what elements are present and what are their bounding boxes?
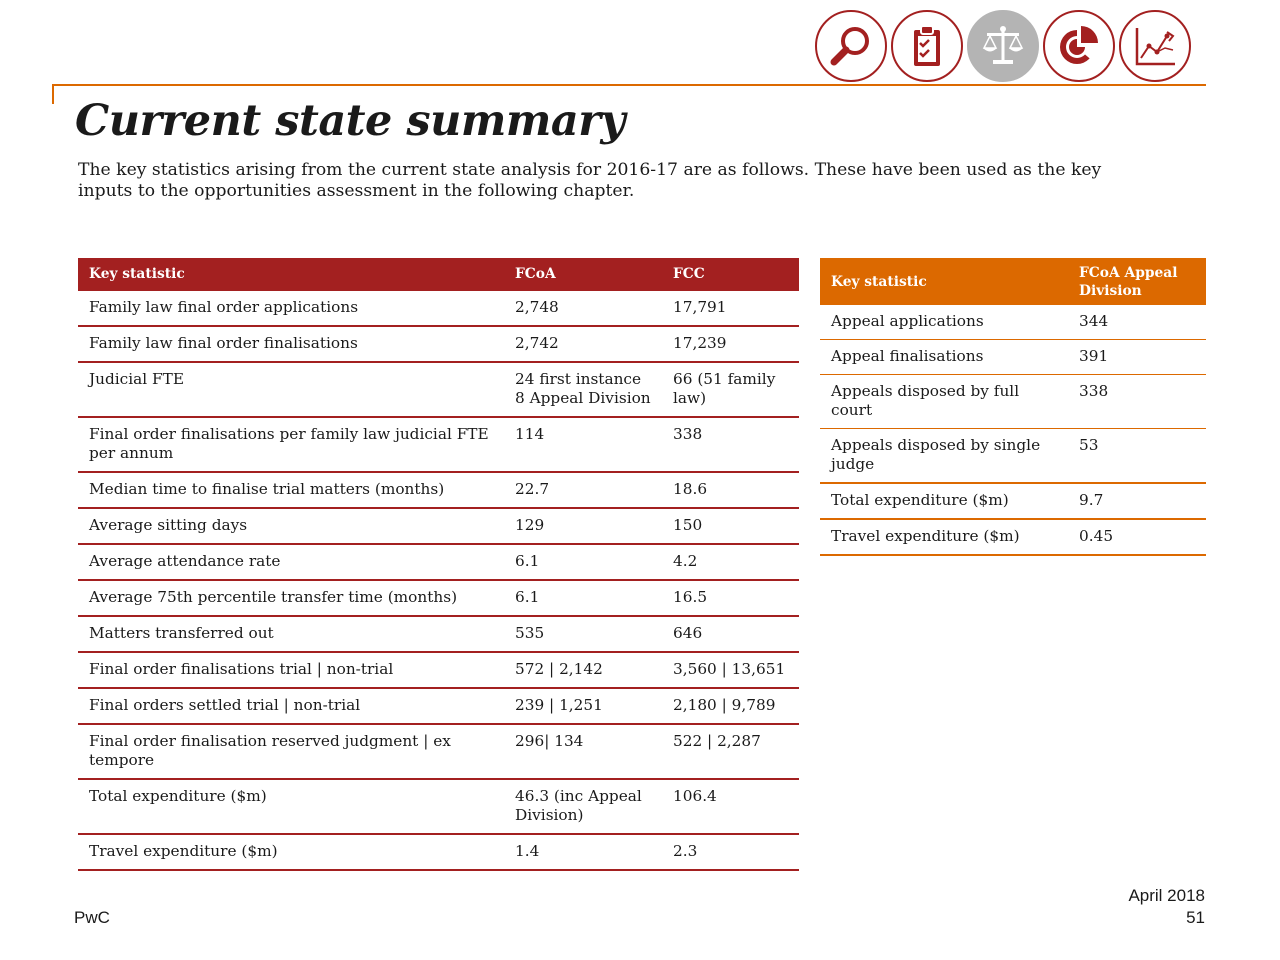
table-cell: Final order finalisation reserved judgment | ex tempore (78, 724, 504, 779)
page-number: 51 (1186, 908, 1205, 927)
table-row (820, 519, 1206, 555)
line-chart-icon[interactable] (1119, 10, 1191, 82)
table-cell: Final orders settled trial | non-trial (78, 688, 504, 724)
table-cell: 6.1 (504, 544, 662, 580)
table-cell: 2,742 (504, 326, 662, 362)
table-row (78, 688, 799, 724)
table-cell: 3,560 | 13,651 (662, 652, 799, 688)
table-cell: 18.6 (662, 472, 799, 508)
table-cell: Total expenditure ($m) (78, 779, 504, 834)
table-header-row (820, 258, 1206, 305)
table-cell: 239 | 1,251 (504, 688, 662, 724)
key-statistics-table (78, 258, 799, 871)
table-row (820, 340, 1206, 375)
table-cell: Appeal finalisations (820, 340, 1068, 375)
header-fcoa-appeal-division: FCoA Appeal Division (1068, 258, 1206, 305)
table-row (78, 544, 799, 580)
table-cell: 46.3 (inc Appeal Division) (504, 779, 662, 834)
table-cell: 344 (1068, 305, 1206, 340)
table-row (78, 724, 799, 779)
table-row (78, 472, 799, 508)
table-row (78, 417, 799, 472)
table-cell: 9.7 (1068, 483, 1206, 519)
table-cell: Appeals disposed by full court (820, 375, 1068, 429)
table-cell: Travel expenditure ($m) (78, 834, 504, 870)
table-cell: 0.45 (1068, 519, 1206, 555)
table-cell: 66 (51 family law) (662, 362, 799, 417)
table-cell: Final order finalisations per family law judicial FTE per annum (78, 417, 504, 472)
table-cell: 17,791 (662, 291, 799, 326)
table-row (78, 291, 799, 326)
clipboard-checklist-icon[interactable] (891, 10, 963, 82)
table-cell: 646 (662, 616, 799, 652)
table-cell: 535 (504, 616, 662, 652)
page-title: Current state summary (75, 96, 625, 146)
table-row (820, 429, 1206, 484)
table-row (78, 362, 799, 417)
header-fcc: FCC (662, 258, 799, 291)
header-rule-tick (52, 84, 54, 104)
table-cell: 106.4 (662, 779, 799, 834)
table-cell: 2.3 (662, 834, 799, 870)
table-row (78, 580, 799, 616)
footer-meta (1128, 885, 1205, 929)
table-cell: 150 (662, 508, 799, 544)
table-row (820, 483, 1206, 519)
table-cell: 522 | 2,287 (662, 724, 799, 779)
table-cell: 572 | 2,142 (504, 652, 662, 688)
table-row (78, 652, 799, 688)
table-cell: 2,748 (504, 291, 662, 326)
table-cell: 338 (662, 417, 799, 472)
header-fcoa: FCoA (504, 258, 662, 291)
table-cell: 391 (1068, 340, 1206, 375)
header-rule (52, 84, 1206, 86)
header-key-statistic: Key statistic (820, 258, 1068, 305)
table-row (78, 508, 799, 544)
table-cell: Total expenditure ($m) (820, 483, 1068, 519)
table-cell: 17,239 (662, 326, 799, 362)
table-cell: Average attendance rate (78, 544, 504, 580)
header-key-statistic: Key statistic (78, 258, 504, 291)
table-row (78, 616, 799, 652)
table-cell: 24 first instance 8 Appeal Division (504, 362, 662, 417)
table-cell: 6.1 (504, 580, 662, 616)
table-cell: Median time to finalise trial matters (months) (78, 472, 504, 508)
table-cell: 2,180 | 9,789 (662, 688, 799, 724)
table-cell: Matters transferred out (78, 616, 504, 652)
magnifier-icon[interactable] (815, 10, 887, 82)
section-icon-bar (815, 10, 1191, 82)
scales-of-justice-icon[interactable] (967, 10, 1039, 82)
table-cell: Appeals disposed by single judge (820, 429, 1068, 484)
table-cell: Final order finalisations trial | non-trial (78, 652, 504, 688)
table-cell: 53 (1068, 429, 1206, 484)
table-row (78, 834, 799, 870)
table-row (78, 779, 799, 834)
table-cell: Family law final order applications (78, 291, 504, 326)
table-row (820, 375, 1206, 429)
footer-brand: PwC (74, 908, 110, 927)
table-cell: Average sitting days (78, 508, 504, 544)
table-header-row (78, 258, 799, 291)
table-cell: Travel expenditure ($m) (820, 519, 1068, 555)
table-cell: 129 (504, 508, 662, 544)
table-cell: Average 75th percentile transfer time (months) (78, 580, 504, 616)
table-cell: 338 (1068, 375, 1206, 429)
footer-date: April 2018 (1128, 886, 1205, 905)
table-cell: 16.5 (662, 580, 799, 616)
table-cell: 296| 134 (504, 724, 662, 779)
table-cell: 114 (504, 417, 662, 472)
table-cell: Appeal applications (820, 305, 1068, 340)
table-cell: 1.4 (504, 834, 662, 870)
appeal-division-table (820, 258, 1206, 556)
table-cell: 22.7 (504, 472, 662, 508)
pie-chart-icon[interactable] (1043, 10, 1115, 82)
table-row (78, 326, 799, 362)
table-cell: Judicial FTE (78, 362, 504, 417)
table-cell: Family law final order finalisations (78, 326, 504, 362)
intro-paragraph: The key statistics arising from the current state analysis for 2016-17 are as follows. These have been used as the key inputs to the opportunities assessment in the following chapter. (78, 160, 1102, 201)
table-cell: 4.2 (662, 544, 799, 580)
table-row (820, 305, 1206, 340)
